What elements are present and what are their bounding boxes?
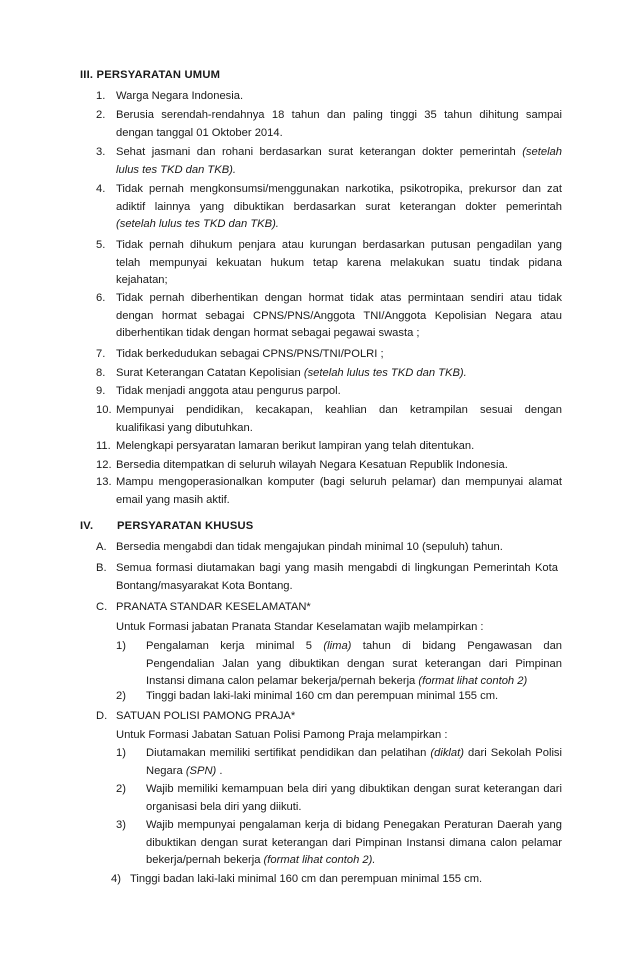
item-line: Sehat jasmani dan rohani berdasarkan surat keterangan dokter pemerintah (setelah <box>116 146 563 158</box>
item-number: 10. <box>96 404 112 416</box>
section-3-heading: III. PERSYARATAN UMUM <box>80 69 221 81</box>
item-a-text: Bersedia mengabdi dan tidak mengajukan pindah minimal 10 (sepuluh) tahun. <box>116 541 503 553</box>
item-line: dengan tanggal 01 Oktober 2014. <box>116 126 283 139</box>
item-d-sub-2-line-1: Wajib memiliki kemampuan bela diri yang dibuktikan dengan surat keterangan dari <box>146 783 562 795</box>
item-d-title: SATUAN POLISI PAMONG PRAJA* <box>116 710 296 722</box>
item-c-sub-2-text: Tinggi badan laki-laki minimal 160 cm dan perempuan minimal 155 cm. <box>146 690 499 702</box>
item-number: 3. <box>96 146 106 158</box>
item-d-sub-2-num: 2) <box>116 783 126 795</box>
item-line: Berusia serendah-rendahnya 18 tahun dan paling tinggi 35 tahun dihitung sampai <box>116 109 562 121</box>
item-d-sub-4-text: Tinggi badan laki-laki minimal 160 cm dan perempuan minimal 155 cm. <box>130 873 483 885</box>
item-c-sub-1-line-1: Pengalaman kerja minimal 5 (lima) tahun di bidang Pengawasan dan <box>146 640 563 652</box>
item-line: Mampu mengoperasionalkan komputer (bagi seluruh pelamar) dan mempunyai alamat <box>116 476 562 488</box>
item-number: 11. <box>96 440 111 452</box>
item-c-sub-1-line-3: Instansi dimana calon pelamar bekerja/pernah bekerja (format lihat contoh 2) <box>146 675 528 687</box>
item-line: Tidak pernah dihukum penjara atau kurungan berdasarkan putusan pengadilan yang <box>116 239 562 251</box>
item-line: adiktif lainnya yang dibuktikan berdasarkan surat keterangan dokter pemerintah <box>116 200 562 213</box>
item-c-intro-text: Untuk Formasi jabatan Pranata Standar Keselamatan wajib melampirkan : <box>116 621 484 633</box>
section-4-heading: PERSYARATAN KHUSUS <box>117 520 254 532</box>
item-line: Tidak berkedudukan sebagai CPNS/PNS/TNI/POLRI ; <box>116 348 384 360</box>
item-d-letter: D. <box>96 710 108 722</box>
item-d-sub-3-line-1: Wajib mempunyai pengalaman kerja di bidang Penegakan Peraturan Daerah yang <box>146 819 562 831</box>
item-d-sub-2-line-2: organisasi bela diri yang diikuti. <box>146 800 302 813</box>
item-number: 9. <box>96 385 106 397</box>
item-b-letter: B. <box>96 562 107 574</box>
item-c-title: PRANATA STANDAR KESELAMATAN* <box>116 601 311 613</box>
item-number: 5. <box>96 239 106 251</box>
item-b-line-2: Bontang/masyarakat Kota Bontang. <box>116 579 293 592</box>
item-line: lulus tes TKD dan TKB). <box>116 163 236 176</box>
item-line: Tidak pernah mengkonsumsi/menggunakan narkotika, psikotropika, prekursor dan zat <box>116 183 562 195</box>
item-d-sub-3-line-3: bekerja/pernah bekerja (format lihat contoh 2). <box>146 854 376 866</box>
item-line: Mempunyai pendidikan, kecakapan, keahlian dan ketrampilan sesuai dengan <box>116 404 562 416</box>
item-b-line-1: Semua formasi diutamakan bagi yang masih mengabdi di lingkungan Pemerintah Kota <box>116 562 558 574</box>
item-d-intro-text: Untuk Formasi Jabatan Satuan Polisi Pamong Praja melampirkan : <box>116 729 448 741</box>
item-number: 2. <box>96 109 106 121</box>
item-c-letter: C. <box>96 601 108 613</box>
item-d-intro <box>116 727 447 745</box>
item-line: kejahatan; <box>116 274 168 286</box>
item-line: Melengkapi persyaratan lamaran berikut lampiran yang telah ditentukan. <box>116 440 475 452</box>
item-a-letter: A. <box>96 541 107 553</box>
item-c-sub-1-num: 1) <box>116 640 126 652</box>
item-number: 6. <box>96 292 106 304</box>
item-line: dengan hormat sebagai CPNS/PNS/Anggota TNI/Anggota Kepolisian Negara atau <box>116 309 562 322</box>
item-c-sub-1-line-2: Pengendalian Jalan yang dibuktikan dengan surat keterangan dari Pimpinan <box>146 657 562 670</box>
item-d-sub-1-line-2: Negara (SPN) . <box>146 764 223 777</box>
item-number: 4. <box>96 183 106 195</box>
item-number: 8. <box>96 367 106 379</box>
item-number: 12. <box>96 459 112 471</box>
item-line: Tidak pernah diberhentikan dengan hormat tidak atas permintaan sendiri atau tidak <box>116 292 562 304</box>
item-d-sub-1-num: 1) <box>116 747 126 759</box>
item-c-intro <box>116 619 484 637</box>
item-number: 13. <box>96 476 112 488</box>
item-d-sub-4-num: 4) <box>111 873 121 885</box>
item-line: kualifikasi yang dibutuhkan. <box>116 421 253 434</box>
item-line: (setelah lulus tes TKD dan TKB). <box>116 218 279 230</box>
item-line: Warga Negara Indonesia. <box>116 90 244 102</box>
item-line: Bersedia ditempatkan di seluruh wilayah Negara Kesatuan Republik Indonesia. <box>116 459 508 471</box>
item-line: diberhentikan tidak dengan hormat sebagai pegawai swasta ; <box>116 327 420 339</box>
item-d-sub-3-line-2: dibuktikan dengan surat keterangan dari Pimpinan Instansi dimana calon pelamar <box>146 836 562 849</box>
item-c-sub-2-num: 2) <box>116 690 126 702</box>
item-line: telah mempunyai kekuatan hukum tetap karena melakukan suatu tindak pidana <box>116 256 562 269</box>
item-line: email yang masih aktif. <box>116 493 230 506</box>
item-d-sub-3-num: 3) <box>116 819 126 831</box>
item-number: 1. <box>96 90 106 102</box>
item-line: Surat Keterangan Catatan Kepolisian (setelah lulus tes TKD dan TKB). <box>116 367 467 379</box>
item-number: 7. <box>96 348 106 360</box>
section-4-number: IV. <box>80 520 94 532</box>
item-d-sub-1-line-1: Diutamakan memiliki sertifikat pendidikan dan pelatihan (diklat) dari Sekolah Polisi <box>146 747 563 759</box>
item-line: Tidak menjadi anggota atau pengurus parpol. <box>116 385 341 397</box>
